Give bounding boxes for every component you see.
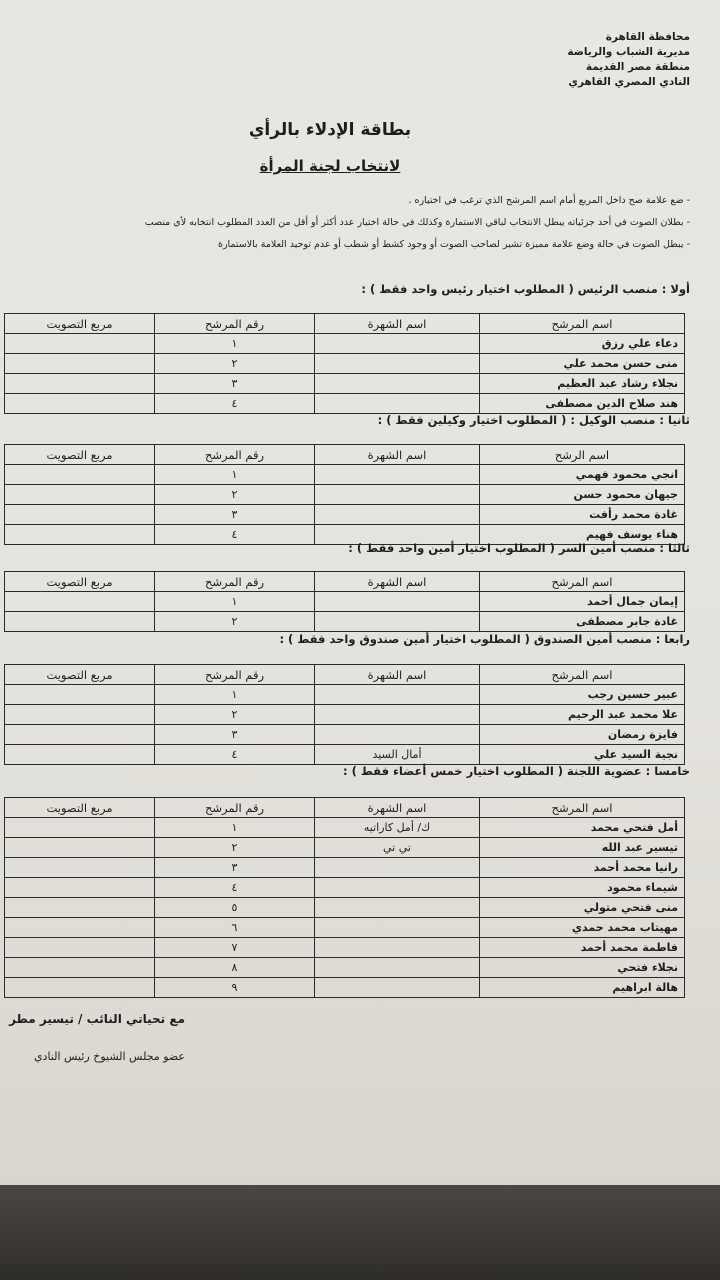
candidate-name: فاطمة محمد أحمد	[480, 938, 685, 958]
vote-box[interactable]	[5, 918, 155, 938]
candidate-number: ٢	[155, 354, 315, 374]
table-row	[5, 878, 685, 898]
candidate-nickname	[315, 394, 480, 414]
candidate-name: هناء يوسف فهيم	[480, 525, 685, 545]
table-row	[5, 838, 685, 858]
header-line-2: مديرية الشباب والرياضة	[567, 46, 690, 58]
candidate-nickname	[315, 918, 480, 938]
vote-box[interactable]	[5, 978, 155, 998]
candidate-nickname	[315, 858, 480, 878]
candidate-nickname	[315, 958, 480, 978]
candidate-name: جيهان محمود حسن	[480, 485, 685, 505]
candidate-number: ٩	[155, 978, 315, 998]
document-title: بطاقة الإدلاء بالرأي	[248, 120, 412, 140]
vote-box[interactable]	[5, 838, 155, 858]
candidate-number: ٨	[155, 958, 315, 978]
vote-box[interactable]	[5, 612, 155, 632]
ballot-table-president	[4, 313, 685, 414]
instruction-line: - ضع علامة صح داخل المربع أمام اسم المرشح الذي ترغب في اختياره .	[408, 195, 690, 206]
vote-box[interactable]	[5, 505, 155, 525]
candidate-nickname	[315, 592, 480, 612]
candidate-name: رانيا محمد أحمد	[480, 858, 685, 878]
candidate-number: ١	[155, 465, 315, 485]
table-row	[5, 485, 685, 505]
table-row	[5, 705, 685, 725]
candidate-number: ٦	[155, 918, 315, 938]
candidate-number: ١	[155, 592, 315, 612]
candidate-nickname	[315, 465, 480, 485]
candidate-number: ٧	[155, 938, 315, 958]
candidate-name: عبير حسين رجب	[480, 685, 685, 705]
candidate-name: انجي محمود فهمي	[480, 465, 685, 485]
vote-box[interactable]	[5, 705, 155, 725]
header-candidate-name: اسم المرشح	[480, 665, 685, 685]
candidate-name: دعاء علي رزق	[480, 334, 685, 354]
candidate-name: هند صلاح الدين مصطفى	[480, 394, 685, 414]
header-vote-box: مربع التصويت	[5, 572, 155, 592]
header-line-1: محافظة القاهرة	[605, 31, 690, 43]
candidate-nickname	[315, 374, 480, 394]
header-candidate-name: اسم المرشح	[480, 314, 685, 334]
vote-box[interactable]	[5, 858, 155, 878]
header-candidate-name: اسم الرشح	[480, 445, 685, 465]
vote-box[interactable]	[5, 334, 155, 354]
candidate-number: ٣	[155, 725, 315, 745]
instruction-line: - يبطل الصوت في حالة وضع علامة مميزة تشير لصاحب الصوت أو وجود كشط أو شطب أو عدم توحيد العلامة بالاستمارة	[217, 239, 690, 250]
candidate-name: منى حسن محمد علي	[480, 354, 685, 374]
candidate-nickname	[315, 612, 480, 632]
candidate-name: هالة ابراهيم	[480, 978, 685, 998]
table-header-row	[5, 572, 685, 592]
candidate-number: ١	[155, 334, 315, 354]
table-row	[5, 394, 685, 414]
candidate-nickname	[315, 485, 480, 505]
table-row	[5, 918, 685, 938]
candidate-nickname: أمال السيد	[315, 745, 480, 765]
table-row	[5, 938, 685, 958]
section-title-committee: خامسا : عضوية اللجنة ( المطلوب اختيار خمس أعضاء فقط ) :	[343, 764, 690, 778]
header-vote-box: مربع التصويت	[5, 445, 155, 465]
candidate-name: علا محمد عبد الرحيم	[480, 705, 685, 725]
candidate-number: ٢	[155, 485, 315, 505]
vote-box[interactable]	[5, 374, 155, 394]
candidate-nickname	[315, 878, 480, 898]
candidate-nickname	[315, 334, 480, 354]
table-row	[5, 978, 685, 998]
section-title-president: أولا : منصب الرئيس ( المطلوب اختيار رئيس واحد فقط ) :	[361, 282, 690, 296]
candidate-nickname	[315, 705, 480, 725]
table-row	[5, 745, 685, 765]
header-candidate-number: رقم المرشح	[155, 572, 315, 592]
table-row	[5, 505, 685, 525]
header-candidate-number: رقم المرشح	[155, 665, 315, 685]
signature-line: مع تحياتي النائب / تيسير مطر	[9, 1012, 185, 1026]
candidate-name: فايزة رمضان	[480, 725, 685, 745]
candidate-number: ٤	[155, 745, 315, 765]
header-nickname: اسم الشهرة	[315, 572, 480, 592]
section-title-treasurer: رابعا : منصب أمين الصندوق ( المطلوب اختيار أمين صندوق واحد فقط ) :	[279, 632, 690, 646]
candidate-name: إيمان جمال أحمد	[480, 592, 685, 612]
candidate-number: ٤	[155, 878, 315, 898]
candidate-name: أمل فتحي محمد	[480, 818, 685, 838]
vote-box[interactable]	[5, 725, 155, 745]
vote-box[interactable]	[5, 525, 155, 545]
instructions	[40, 190, 690, 256]
vote-box[interactable]	[5, 958, 155, 978]
table-header-row	[5, 314, 685, 334]
candidate-nickname	[315, 898, 480, 918]
table-row	[5, 334, 685, 354]
table-header-row	[5, 445, 685, 465]
candidate-name: منى فتحي متولي	[480, 898, 685, 918]
candidate-number: ٥	[155, 898, 315, 918]
document-subtitle: لانتخاب لجنة المرأة	[259, 157, 401, 175]
candidate-name: نجية السيد علي	[480, 745, 685, 765]
candidate-nickname: ك/ أمل كاراتيه	[315, 818, 480, 838]
vote-box[interactable]	[5, 394, 155, 414]
header-line-3: منطقة مصر القديمة	[585, 61, 690, 73]
candidate-name: غادة محمد رأفت	[480, 505, 685, 525]
table-row	[5, 465, 685, 485]
candidate-number: ١	[155, 685, 315, 705]
candidate-number: ٤	[155, 525, 315, 545]
header-candidate-number: رقم المرشح	[155, 445, 315, 465]
candidate-number: ٢	[155, 705, 315, 725]
header-candidate-name: اسم المرشح	[480, 798, 685, 818]
vote-box[interactable]	[5, 745, 155, 765]
candidate-name: نجلاء فتحي	[480, 958, 685, 978]
vote-box[interactable]	[5, 354, 155, 374]
candidate-name: مهيتاب محمد حمدي	[480, 918, 685, 938]
vote-box[interactable]	[5, 878, 155, 898]
vote-box[interactable]	[5, 592, 155, 612]
candidate-number: ٢	[155, 838, 315, 858]
table-row	[5, 898, 685, 918]
table-row	[5, 858, 685, 878]
signature-title: عضو مجلس الشيوخ رئيس النادي	[33, 1050, 185, 1063]
ballot-table-committee	[4, 797, 685, 998]
candidate-name: نجلاء رشاد عبد العظيم	[480, 374, 685, 394]
section-title-secretary: ثالثا : منصب أمين السر ( المطلوب اختيار أمين واحد فقط ) :	[348, 541, 690, 555]
table-row	[5, 685, 685, 705]
candidate-nickname	[315, 725, 480, 745]
candidate-number: ١	[155, 818, 315, 838]
table-row	[5, 354, 685, 374]
candidate-number: ٤	[155, 394, 315, 414]
candidate-name: غادة جابر مصطفى	[480, 612, 685, 632]
candidate-number: ٣	[155, 858, 315, 878]
candidate-number: ٣	[155, 505, 315, 525]
header-nickname: اسم الشهرة	[315, 445, 480, 465]
header-nickname: اسم الشهرة	[315, 665, 480, 685]
candidate-nickname: تي تي	[315, 838, 480, 858]
table-header-row	[5, 665, 685, 685]
ballot-table-vice	[4, 444, 685, 545]
candidate-nickname	[315, 354, 480, 374]
vote-box[interactable]	[5, 818, 155, 838]
candidate-number: ٢	[155, 612, 315, 632]
table-row	[5, 612, 685, 632]
candidate-name: تيسير عبد الله	[480, 838, 685, 858]
table-row	[5, 374, 685, 394]
header-candidate-number: رقم المرشح	[155, 798, 315, 818]
vote-box[interactable]	[5, 938, 155, 958]
header-candidate-name: اسم المرشح	[480, 572, 685, 592]
candidate-nickname	[315, 938, 480, 958]
candidate-name: شيماء محمود	[480, 878, 685, 898]
instruction-line: - بطلان الصوت في أحد جزئياته يبطل الانتخاب لباقي الاستمارة وكذلك في حالة اختيار عدد أكثر أو أقل من العدد المطلوب انتخابه لأي منصب	[144, 217, 690, 228]
vote-box[interactable]	[5, 898, 155, 918]
candidate-nickname	[315, 685, 480, 705]
header-vote-box: مربع التصويت	[5, 314, 155, 334]
candidate-nickname	[315, 505, 480, 525]
vote-box[interactable]	[5, 485, 155, 505]
header-candidate-number: رقم المرشح	[155, 314, 315, 334]
header-vote-box: مربع التصويت	[5, 798, 155, 818]
header-nickname: اسم الشهرة	[315, 314, 480, 334]
table-row	[5, 592, 685, 612]
ballot-table-treasurer	[4, 664, 685, 765]
table-row	[5, 818, 685, 838]
table-row	[5, 958, 685, 978]
candidate-number: ٣	[155, 374, 315, 394]
vote-box[interactable]	[5, 465, 155, 485]
issuer-header	[490, 30, 690, 90]
ballot-table-secretary	[4, 571, 685, 632]
vote-box[interactable]	[5, 685, 155, 705]
section-title-vice: ثانيا : منصب الوكيل : ( المطلوب اختيار وكيلين فقط ) :	[377, 413, 690, 427]
candidate-nickname	[315, 978, 480, 998]
header-vote-box: مربع التصويت	[5, 665, 155, 685]
background-shadow	[0, 1185, 720, 1280]
header-line-4: النادي المصري القاهري	[568, 76, 690, 88]
table-row	[5, 725, 685, 745]
header-nickname: اسم الشهرة	[315, 798, 480, 818]
table-header-row	[5, 798, 685, 818]
